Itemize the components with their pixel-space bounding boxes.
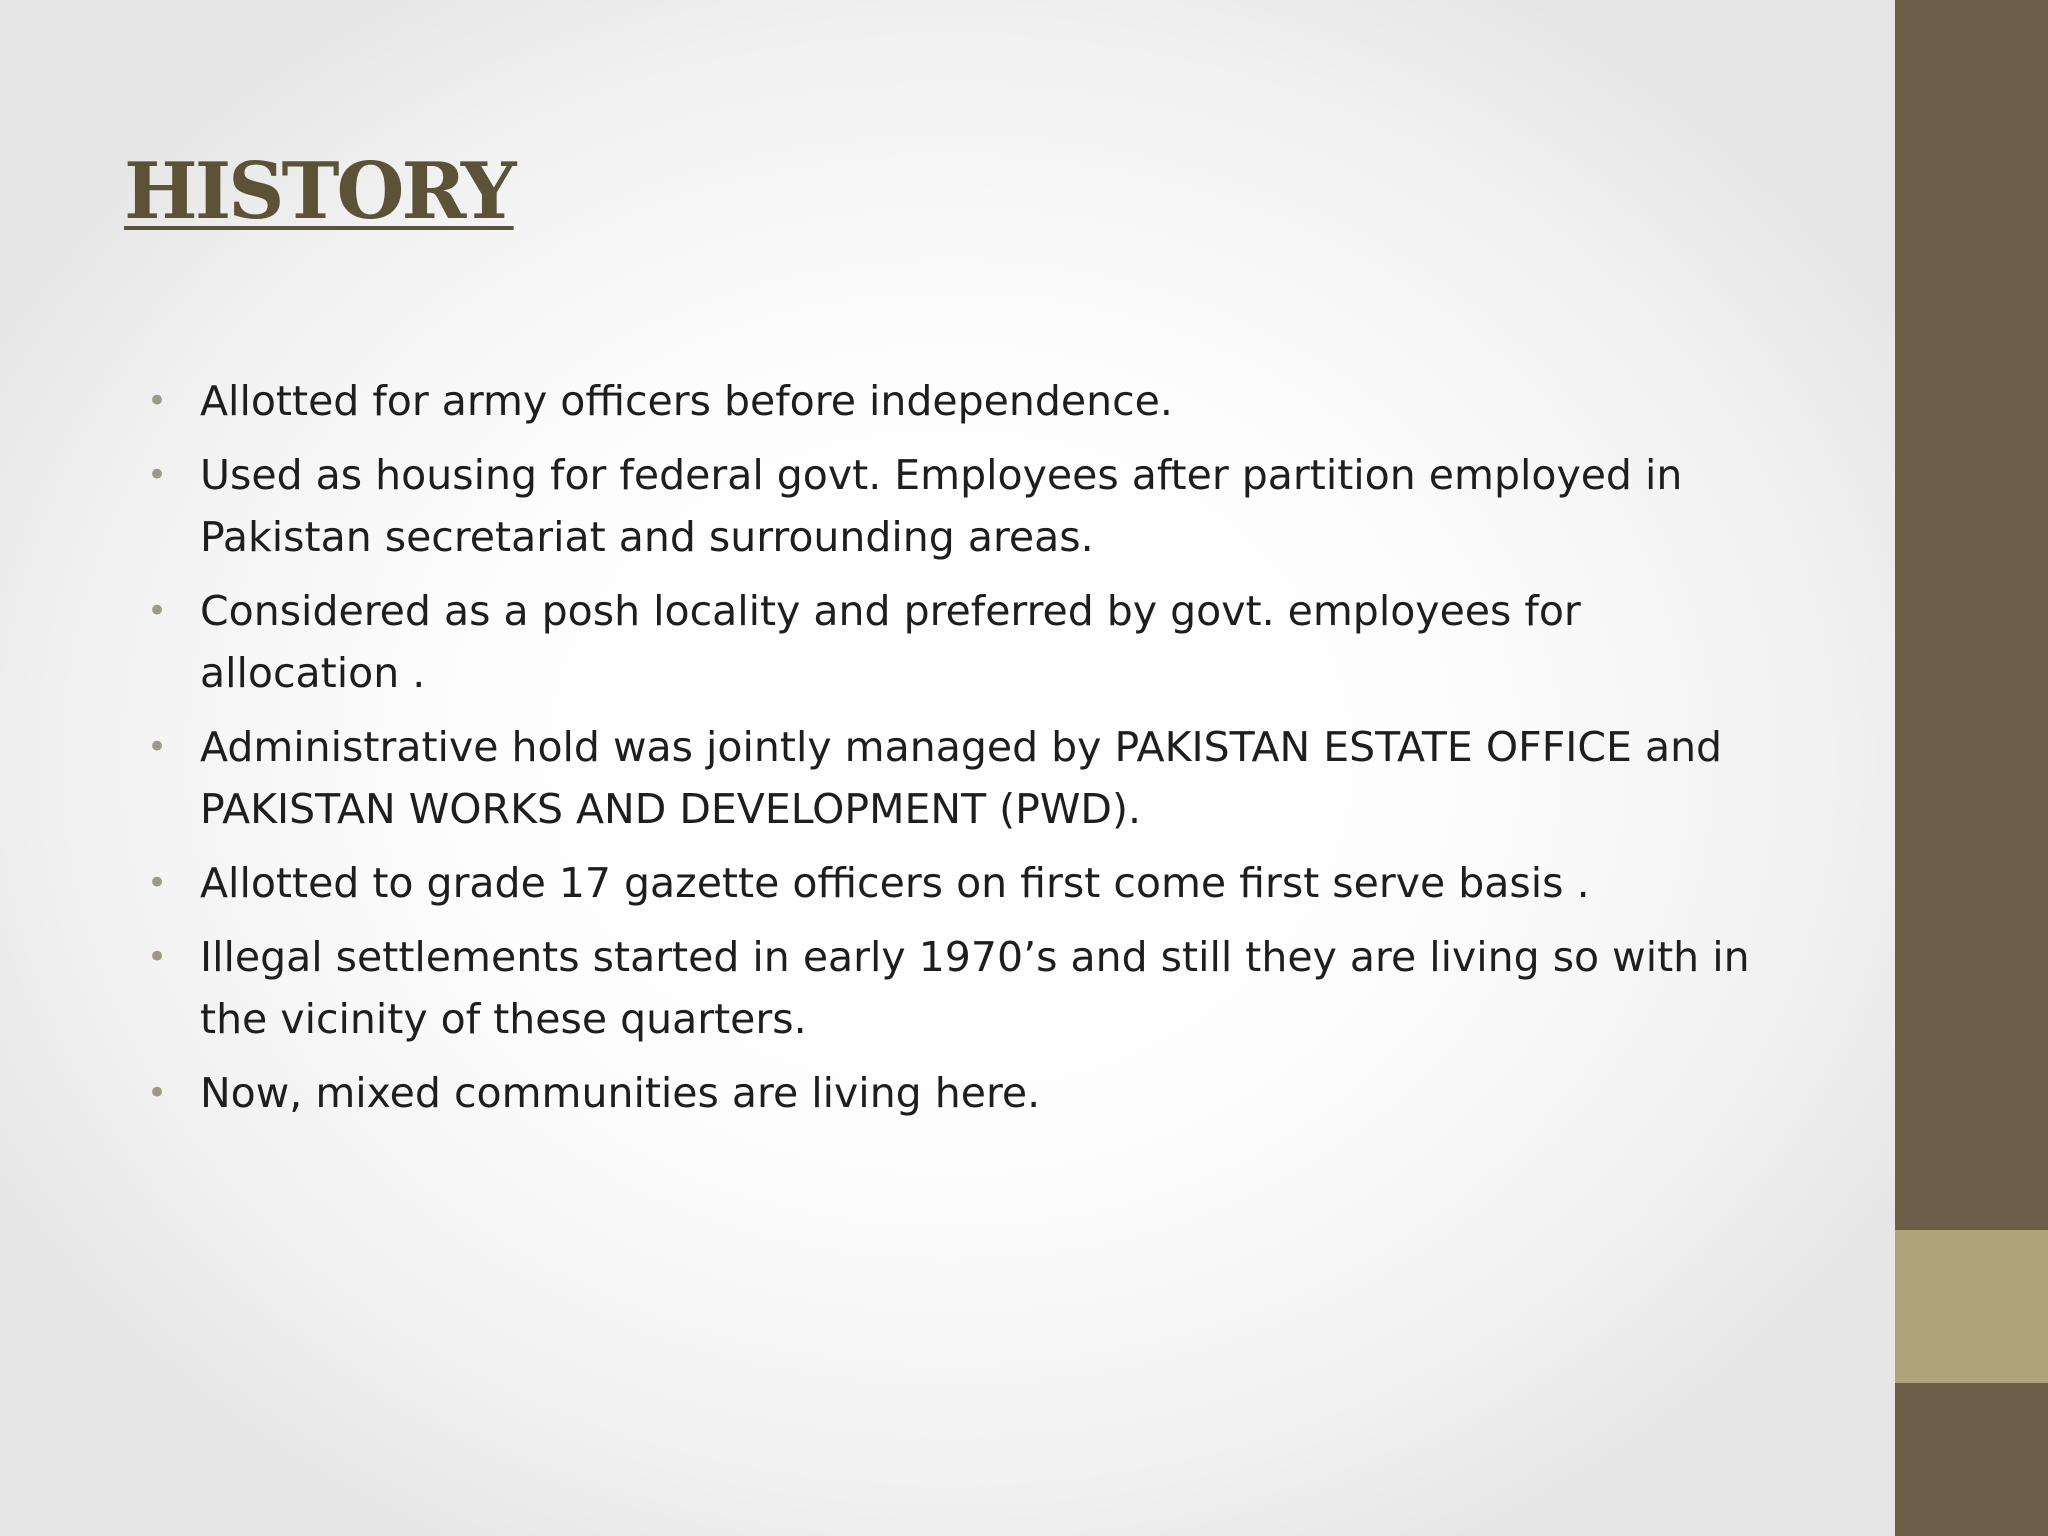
bullet-text: Used as housing for federal govt. Employees after partition employed in Pakistan secretariat and surrounding areas. bbox=[200, 451, 1683, 561]
bullet-text: Allotted for army officers before independence. bbox=[200, 377, 1173, 425]
bullet-item bbox=[145, 580, 1785, 704]
slide-title: HISTORY bbox=[124, 146, 514, 237]
bullet-dot-icon: • bbox=[147, 937, 168, 977]
bullet-text: Considered as a posh locality and preferred by govt. employees for allocation . bbox=[200, 587, 1581, 697]
bullet-list bbox=[145, 370, 1785, 1136]
bullet-dot-icon: • bbox=[147, 727, 168, 767]
bullet-text: Allotted to grade 17 gazette officers on first come first serve basis . bbox=[200, 859, 1590, 907]
sidebar-accent-block bbox=[1895, 1230, 2048, 1383]
bullet-item bbox=[145, 926, 1785, 1050]
bullet-dot-icon: • bbox=[147, 591, 168, 631]
bullet-item bbox=[145, 716, 1785, 840]
bullet-dot-icon: • bbox=[147, 381, 168, 421]
bullet-text: Now, mixed communities are living here. bbox=[200, 1069, 1041, 1117]
bullet-item bbox=[145, 1062, 1785, 1124]
bullet-text: Administrative hold was jointly managed by PAKISTAN ESTATE OFFICE and PAKISTAN WORKS AND DEVELOPMENT (PWD). bbox=[200, 723, 1723, 833]
bullet-dot-icon: • bbox=[147, 455, 168, 495]
bullet-item bbox=[145, 852, 1785, 914]
bullet-dot-icon: • bbox=[147, 1073, 168, 1113]
bullet-item bbox=[145, 370, 1785, 432]
bullet-item bbox=[145, 444, 1785, 568]
bullet-dot-icon: • bbox=[147, 863, 168, 903]
bullet-text: Illegal settlements started in early 1970’s and still they are living so with in the vicinity of these quarters. bbox=[200, 933, 1750, 1043]
